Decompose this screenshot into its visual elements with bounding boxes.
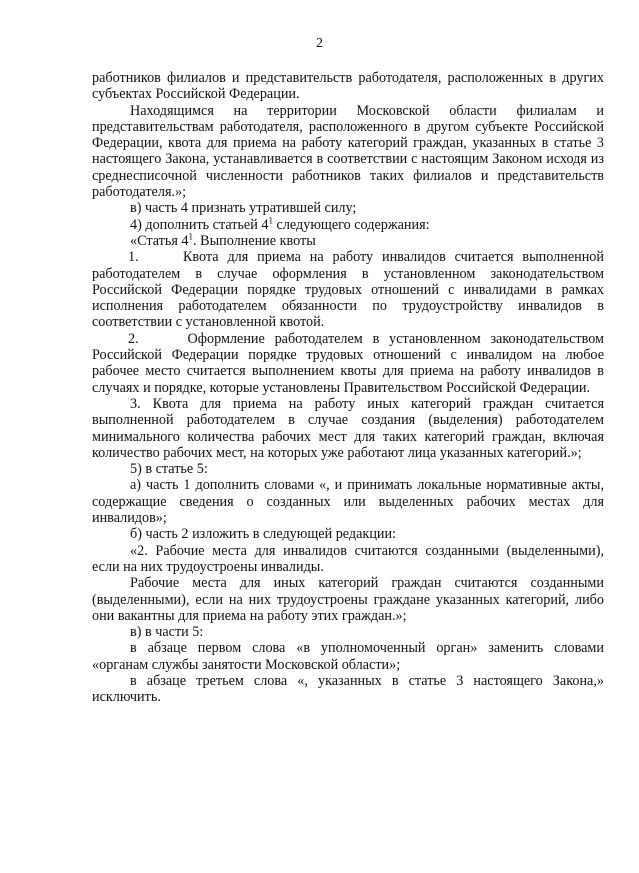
paragraph-first-abzac: в абзаце первом слова «в уполномоченный орган» заменить словами «органам службы занятости Московской области»; [92,640,604,673]
paragraph-item-5: 5) в статье 5: [130,461,208,478]
paragraph-item-4-text: 4) дополнить статьей 4 [130,216,269,233]
paragraph-other-categories: Рабочие места для иных категорий граждан считаются созданными (выделенными), если на них трудоустроены граждане указанных категорий, либо они вакантны для приема на работу этих граждан.»; [92,575,604,624]
paragraph-point-1: 1. Квота для приема на работу инвалидов считается выполненной работодателем в случае оформления в установленном законодательством Российской Федерации порядке трудовых отношений с инвалидами в рамках исполнения работодателем обязанности по трудоустройству инвалидов в соответствии с установленной квотой. [92,249,604,331]
paragraph-item-4-tail: следующего содержания: [272,216,430,233]
page-number: 2 [316,36,323,51]
article-heading [92,233,604,249]
article-heading-text: «Статья 4 [130,232,189,249]
document-body [92,70,604,706]
paragraph-new-part-2: «2. Рабочие места для инвалидов считаются созданными (выделенными), если на них трудоустроены инвалиды. [92,542,604,575]
paragraph-item-b: б) часть 2 изложить в следующей редакции: [130,526,397,543]
article-heading-tail: . Выполнение квоты [193,232,316,249]
superscript: 1 [188,231,194,242]
paragraph-item-4 [92,214,604,233]
superscript: 1 [268,214,273,225]
paragraph-point-3: 3. Квота для приема на работу иных категорий граждан считается выполненной работодателем в случае создания (выделения) работодателем минимального количества рабочих мест для таких категорий граждан, включая количество рабочих мест, на которых уже работают лица указанных категорий.»; [92,395,604,461]
paragraph-third-abzac: в абзаце третьем слова «, указанных в статье 3 настоящего Закона,» исключить. [92,672,604,706]
paragraph-continuation: работников филиалов и представительств работодателя, расположенных в других субъектах Российской Федерации. [92,70,604,103]
paragraph-branches-quota: Находящимся на территории Московской области филиалам и представительствам работодателя, расположенного в другом субъекте Российской Федерации, квота для приема на работу категорий граждан, указанных в статье 3 настоящего Закона, устанавливается в соответствии с настоящим Законом исходя из среднесписочной численности работников таких филиалов и представительств работодателя.»; [92,102,604,201]
paragraph-item-v-part-5: в) в части 5: [130,624,204,641]
paragraph-point-2: 2. Оформление работодателем в установленном законодательством Российской Федерации порядке трудовых отношений с инвалидом на любое рабочее место считается выполнением квоты для приема на работу инвалидов в случаях и порядке, которые установлены Правительством Российской Федерации. [92,330,604,396]
paragraph-item-v: в) часть 4 признать утратившей силу; [130,200,357,217]
paragraph-item-a: а) часть 1 дополнить словами «, и принимать локальные нормативные акты, содержащие сведения о созданных или выделенных рабочих местах для инвалидов»; [92,477,604,527]
